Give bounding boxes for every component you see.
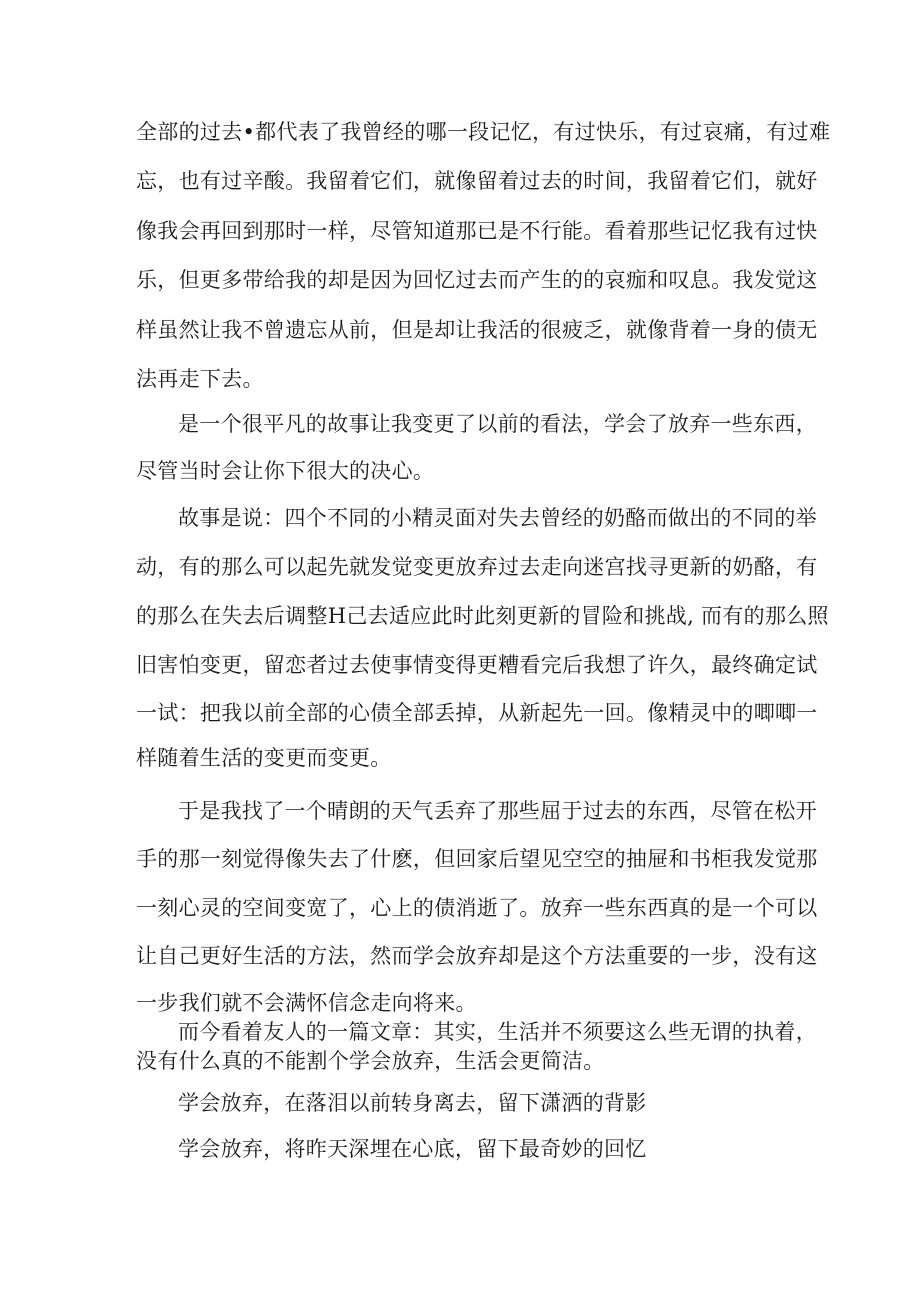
text-line: 让自己更好生活的方法，然而学会放弃却是这个方法重要的一步，没有这 [136,944,818,968]
text-line: 旧害怕变更，留恋者过去使事情变得更糟看完后我想了许久，最终确定试 [136,653,818,677]
text-line: 一试：把我以前全部的心债全部丢掉，从新起先一回。像精灵中的唧唧一 [136,701,818,725]
text-line: 法再走下去。 [136,367,264,391]
text-line: 于是我找了一个晴朗的天气丢弃了那些屈于过去的东西，尽管在松开 [178,799,817,823]
text-line: 像我会再回到那时一样，尽管知道那已是不行能。看着那些记忆我有过快 [136,219,818,243]
text-line: 样虽然让我不曾遗忘从前，但是却让我活的很疲乏，就像背着一身的债无 [136,318,818,342]
text-line: 学会放弃，在落泪以前转身离去，留下潇洒的背影 [178,1091,647,1115]
text-line: 样随着生活的变更而变更。 [136,746,392,770]
text-line: 的那么在失去后调整H己去适应此时此刻更新的冒险和挑战, 而有的那么照 [136,604,829,628]
text-line: 是一个很平凡的故事让我变更了以前的看法，学会了放弃一些东西， [178,412,817,436]
text-line: 全部的过去•都代表了我曾经的哪一段记忆，有过快乐，有过哀痛，有过难 [136,120,831,144]
text-line: 故事是说：四个不同的小精灵面对失去曾经的奶酪而做出的不同的举 [178,506,817,530]
text-line: 学会放弃，将昨天深埋在心底，留下最奇妙的回忆 [178,1137,647,1161]
text-line: 而今看着友人的一篇文章：其实，生活并不须要这么些无谓的执着， [178,1020,817,1044]
text-line: 一刻心灵的空间变宽了，心上的债消逝了。放弃一些东西真的是一个可以 [136,896,818,920]
text-line: 一步我们就不会满怀信念走向将来。 [136,991,477,1015]
text-line: 尽管当时会让你下很大的决心。 [136,459,435,483]
text-line: 手的那一刻觉得像失去了什麽，但回家后望见空空的抽屉和书柜我发觉那 [136,847,818,871]
text-line: 没有什么真的不能割个学会放弃，生活会更简洁。 [136,1049,605,1073]
text-line: 忘，也有过辛酸。我留着它们，就像留着过去的时间，我留着它们，就好 [136,169,818,193]
text-line: 乐，但更多带给我的却是因为回忆过去而产生的的哀痂和叹息。我发觉这 [136,268,818,292]
text-line: 动，有的那么可以起先就发觉变更放弃过去走向迷宫找寻更新的奶酪，有 [136,555,818,579]
